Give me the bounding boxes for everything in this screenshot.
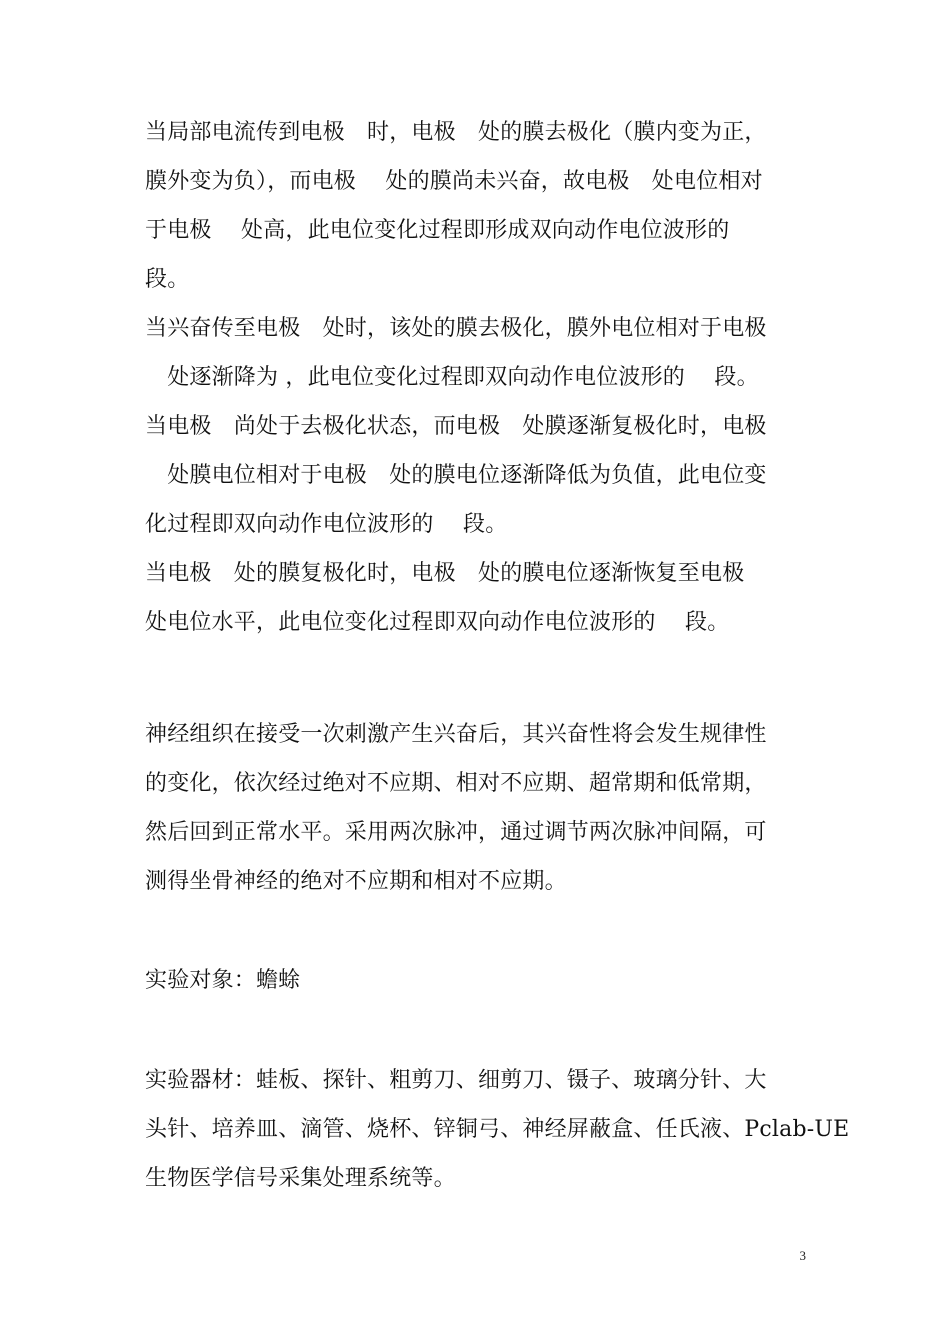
text-line: 头针、培养皿、滴管、烧杯、锌铜弓、神经屏蔽盒、任氏液、Pclab-UE — [145, 1117, 850, 1142]
refractory-period-paragraph — [145, 710, 810, 906]
text-line: 当电极 尚处于去极化状态，而电极 处膜逐渐复极化时，电极 — [145, 414, 767, 439]
text-line: 的变化，依次经过绝对不应期、相对不应期、超常期和低常期， — [145, 771, 767, 796]
action-potential-paragraph — [145, 108, 810, 647]
text-line: 膜外变为负），而电极 处的膜尚未兴奋，故电极 处电位相对 — [145, 169, 763, 194]
text-line: 于电极 处高，此电位变化过程即形成双向动作电位波形的 — [145, 218, 730, 243]
text-line: 当电极 处的膜复极化时，电极 处的膜电位逐渐恢复至电极 — [145, 561, 745, 586]
text-line: 处逐渐降为 ，此电位变化过程即双向动作电位波形的 段。 — [145, 365, 759, 390]
text-line: 处电位水平，此电位变化过程即双向动作电位波形的 段。 — [145, 610, 730, 635]
text-line: 神经组织在接受一次刺激产生兴奋后，其兴奋性将会发生规律性 — [145, 722, 767, 747]
text-line: 然后回到正常水平。采用两次脉冲，通过调节两次脉冲间隔，可 — [145, 820, 767, 845]
text-line: 实验对象：蟾蜍 — [145, 968, 301, 993]
text-line: 处膜电位相对于电极 处的膜电位逐渐降低为负值，此电位变 — [145, 463, 767, 488]
page-number: 3 — [799, 1248, 806, 1263]
text-line: 当兴奋传至电极 处时，该处的膜去极化，膜外电位相对于电极 — [145, 316, 767, 341]
text-line: 测得坐骨神经的绝对不应期和相对不应期。 — [145, 869, 567, 894]
text-line: 化过程即双向动作电位波形的 段。 — [145, 512, 508, 537]
experiment-subject-paragraph — [145, 956, 810, 1005]
text-line: 实验器材：蛙板、探针、粗剪刀、细剪刀、镊子、玻璃分针、大 — [145, 1068, 767, 1093]
text-line: 生物医学信号采集处理系统等。 — [145, 1166, 456, 1191]
text-line: 当局部电流传到电极 时，电极 处的膜去极化（膜内变为正， — [145, 120, 767, 145]
experiment-equipment-paragraph — [145, 1056, 850, 1203]
text-line: 段。 — [145, 267, 190, 292]
